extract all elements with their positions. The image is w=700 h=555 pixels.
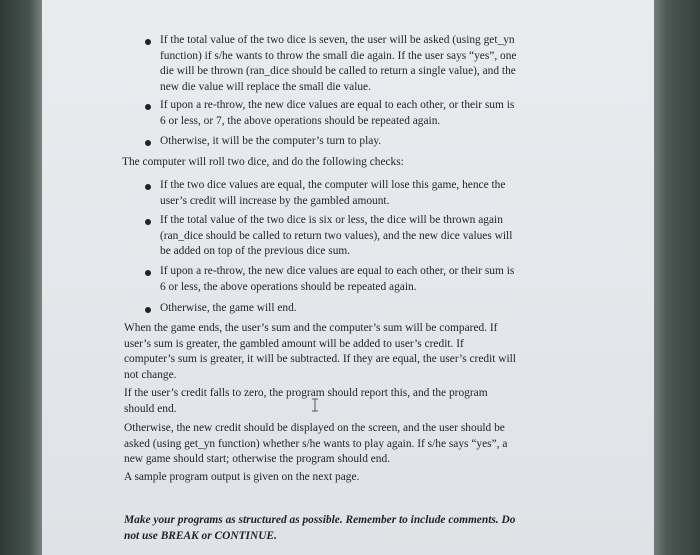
bullet-dot xyxy=(145,219,151,225)
desk-background-left xyxy=(0,0,42,555)
text-line: die will be thrown (ran_dice should be called to return a single value), and the xyxy=(160,65,516,77)
text-line: new game should start; otherwise the program should end. xyxy=(124,453,391,465)
text-line: (ran_dice should be called to return two values), and the new dice values will xyxy=(160,229,513,242)
text-line: not use BREAK or CONTINUE. xyxy=(124,529,277,542)
text-line: user’s credit will increase by the gambled amount. xyxy=(160,194,390,207)
document-page xyxy=(42,0,654,555)
computer-intro xyxy=(122,155,582,171)
desk-background-right xyxy=(652,0,700,555)
bullet-dot xyxy=(145,104,151,110)
text-line: be added on top of the previous dice sum. xyxy=(160,245,351,257)
text-line: If the total value of the two dice is seven, the user will be asked (using get_yn xyxy=(160,34,515,46)
text-line: If the total value of the two dice is six or less, the dice will be thrown again xyxy=(160,214,503,226)
text-line: asked (using get_yn function) whether s/he wants to play again. If s/he says “yes”, a xyxy=(124,437,508,450)
text-line: The computer will roll two dice, and do the following checks: xyxy=(122,156,404,168)
bullet-user-otherwise xyxy=(160,134,580,150)
text-line: When the game ends, the user’s sum and the computer’s sum will be compared. If xyxy=(124,322,498,334)
paragraph-credit-zero xyxy=(124,386,574,417)
bullet-dot xyxy=(145,39,151,45)
text-line: Otherwise, the game will end. xyxy=(160,302,297,314)
text-line: Otherwise, it will be the computer’s turn to play. xyxy=(160,135,382,147)
text-line: If the user’s credit falls to zero, the program should report this, and the program xyxy=(124,387,488,399)
text-line: new die value will replace the small die value. xyxy=(160,80,371,93)
text-line: Otherwise, the new credit should be displayed on the screen, and the user should be xyxy=(124,422,505,434)
text-line: If upon a re-throw, the new dice values are equal to each other, or their sum is xyxy=(160,99,515,111)
bullet-user-seven xyxy=(160,33,580,95)
text-line: If the two dice values are equal, the computer will lose this game, hence the xyxy=(160,179,506,191)
bullet-dot xyxy=(145,184,151,190)
bullet-dot xyxy=(145,270,151,276)
text-line: 6 or less, or 7, the above operations should be repeated again. xyxy=(160,114,441,127)
text-line: user’s sum is greater, the gambled amount will be added to user’s credit. If xyxy=(124,337,464,350)
text-line: computer’s sum is greater, it will be subtracted. If they are equal, the user’s credit will xyxy=(124,353,516,365)
text-line: function) if s/he wants to throw the small die again. If the user says “yes”, one xyxy=(160,49,517,62)
text-line: not change. xyxy=(124,368,177,381)
bullet-computer-otherwise xyxy=(160,301,580,317)
paragraph-game-end xyxy=(124,321,574,383)
bullet-computer-equal xyxy=(160,178,580,209)
text-cursor-icon xyxy=(310,398,320,412)
text-line: 6 or less, the above operations should be repeated again. xyxy=(160,280,417,293)
bullet-computer-rethrow xyxy=(160,264,580,295)
text-line: Make your programs as structured as possible. Remember to include comments. Do xyxy=(124,514,516,526)
note-structured-programs xyxy=(124,513,584,544)
bullet-dot xyxy=(145,140,151,146)
bullet-computer-six-or-less xyxy=(160,213,580,260)
text-line: If upon a re-throw, the new dice values are equal to each other, or their sum is xyxy=(160,265,515,277)
bullet-dot xyxy=(145,307,151,313)
bullet-user-rethrow xyxy=(160,98,580,129)
text-line: A sample program output is given on the next page. xyxy=(124,471,360,483)
paragraph-sample-output xyxy=(124,470,574,486)
text-line: should end. xyxy=(124,402,177,415)
paragraph-play-again xyxy=(124,421,574,468)
